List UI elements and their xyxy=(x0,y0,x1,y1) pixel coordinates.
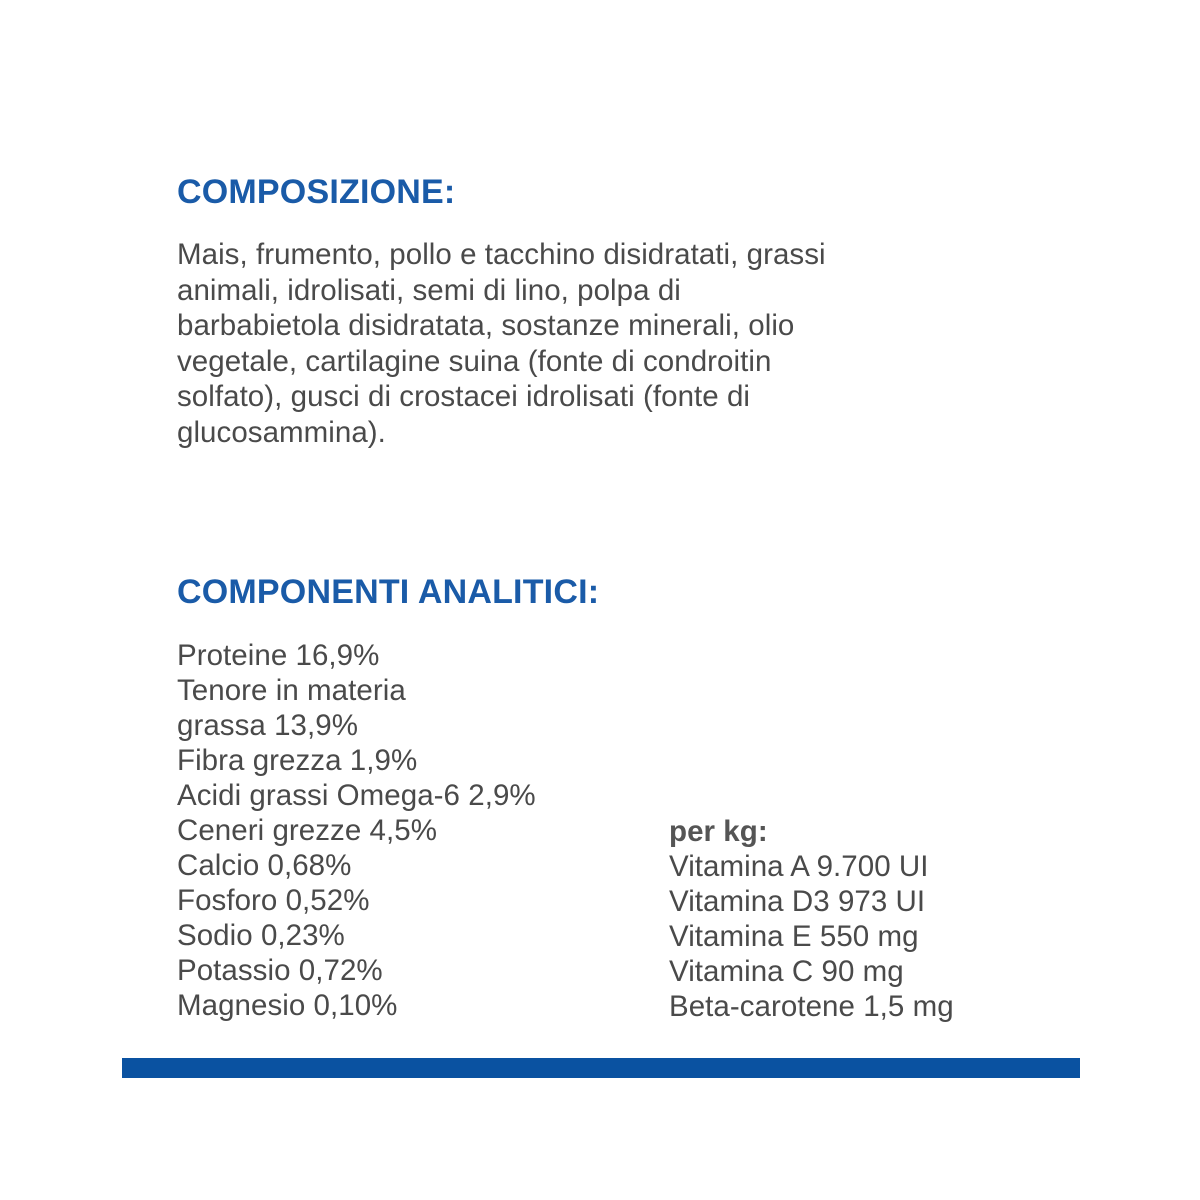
analytical-components-heading: COMPONENTI ANALITICI: xyxy=(177,573,600,611)
composition-line: Mais, frumento, pollo e tacchino disidratati, grassi xyxy=(177,238,826,271)
per-kg-label: per kg: xyxy=(669,815,768,848)
analytical-line: Ceneri grezze 4,5% xyxy=(177,814,437,847)
composition-line: glucosammina). xyxy=(177,415,386,449)
vitamin-line: Vitamina E 550 mg xyxy=(669,920,919,953)
vitamin-line: Vitamina D3 973 UI xyxy=(669,885,926,918)
composition-line: vegetale, cartilagine suina (fonte di condroitin xyxy=(177,344,772,378)
analytical-line: Fosforo 0,52% xyxy=(177,884,370,917)
analytical-line: Sodio 0,23% xyxy=(177,919,345,952)
composition-heading: COMPOSIZIONE: xyxy=(177,173,456,211)
analytical-line: Fibra grezza 1,9% xyxy=(177,744,418,777)
composition-line: solfato), gusci di crostacei idrolisati (fonte di xyxy=(177,380,751,413)
composition-line: barbabietola disidratata, sostanze minerali, olio xyxy=(177,309,795,342)
analytical-components-right-column xyxy=(669,814,954,1024)
composition-text-block xyxy=(177,237,1027,450)
analytical-line: grassa 13,9% xyxy=(177,709,358,742)
analytical-line: Tenore in materia xyxy=(177,674,406,707)
analytical-line: Acidi grassi Omega-6 2,9% xyxy=(177,779,536,812)
vitamin-line: Vitamina A 9.700 UI xyxy=(669,850,929,883)
analytical-components-left-column xyxy=(177,638,536,1023)
analytical-line: Magnesio 0,10% xyxy=(177,989,398,1022)
analytical-line: Proteine 16,9% xyxy=(177,639,380,672)
composition-line: animali, idrolisati, semi di lino, polpa di xyxy=(177,273,681,307)
analytical-line: Calcio 0,68% xyxy=(177,849,352,882)
bottom-accent-rule xyxy=(122,1058,1080,1078)
vitamin-line: Vitamina C 90 mg xyxy=(669,955,904,988)
analytical-components-block xyxy=(0,638,1200,1028)
analytical-line: Potassio 0,72% xyxy=(177,954,383,987)
vitamin-line: Beta-carotene 1,5 mg xyxy=(669,990,954,1023)
